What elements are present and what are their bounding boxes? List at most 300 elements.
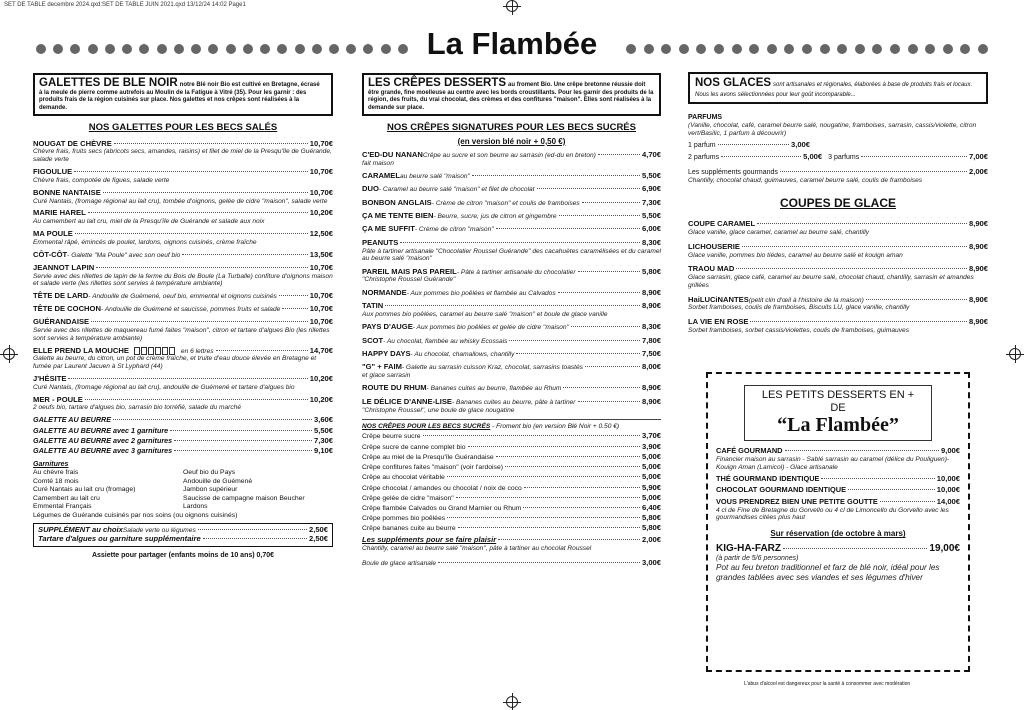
leader-dots <box>68 378 307 379</box>
leader-dots <box>750 321 967 322</box>
kig-desc: Pot au feu breton traditionnel et farz de blé noir, idéal pour les grandes tablées avec ses viandes et ses légumes d'hiver <box>716 563 940 583</box>
item-price: 8,90€ <box>968 219 988 229</box>
item-price: 9,00€ <box>940 446 960 456</box>
leader-dots <box>578 401 640 402</box>
leader-dots <box>458 527 640 528</box>
menu-item <box>716 475 960 484</box>
item-name: PAYS D'AUGE <box>362 322 413 332</box>
menu-item-row <box>362 239 661 248</box>
item-price: 10,20€ <box>309 208 333 218</box>
menu-item-row <box>362 494 661 503</box>
p3-price: 7,00€ <box>968 151 988 161</box>
item-name: CÔT-CÔT <box>33 249 68 259</box>
menu-item <box>688 296 988 313</box>
menu-item <box>362 514 661 523</box>
letter-box <box>141 347 147 355</box>
garniture-item: Saucisse de campagne maison Beucher <box>183 494 305 502</box>
kig-note: (à partir de 5/6 personnes) <box>716 554 799 562</box>
letter-box <box>148 347 154 355</box>
item-price: 5,50€ <box>641 211 661 221</box>
menu-item-row <box>362 268 661 277</box>
menu-item <box>362 225 661 234</box>
menu-item-row <box>362 323 661 332</box>
item-name: MER - POULE <box>33 394 83 404</box>
garniture-item: Emmental Français <box>33 503 92 511</box>
item-price: 8,90€ <box>968 294 988 304</box>
item-desc: fait maison <box>362 159 394 167</box>
leader-dots <box>524 487 640 488</box>
sucres-title: NOS CRÊPES POUR LES BECS SUCRÉS <box>362 422 491 430</box>
menu-item-row <box>33 189 333 198</box>
glaces-supp-label: Les suppléments gourmands <box>688 168 778 176</box>
menu-item-row <box>362 151 661 160</box>
leader-dots <box>282 308 307 309</box>
menu-item <box>716 447 960 471</box>
p2-price: 5,00€ <box>803 151 823 161</box>
item-desc: 2 oeufs bio, tartare d'algues bio, sarrasin bio torréfié, salade du marché <box>33 404 241 412</box>
item-desc: Sorbet framboises, sorbet cassis/violettes, coulis de framboises, guimauves <box>688 326 909 334</box>
item-name: HAPPY DAYS <box>362 348 411 358</box>
item-price: 10,70€ <box>309 138 333 148</box>
garnitures-title: Garnitures <box>33 461 69 469</box>
crepes-box-title: LES CRÊPES DESSERTS <box>368 77 507 89</box>
menu-item <box>688 243 988 259</box>
item-name: TATIN <box>362 301 384 311</box>
item-name: ÇA ME SUFFIT <box>362 224 415 234</box>
item-inline: - Crème de citron "maison" et coulis de framboises <box>431 199 580 207</box>
garnitures-last: Légumes de Guérande cuisinés par nos soins (ou oignons cuisinés) <box>33 511 238 519</box>
parfums-title: PARFUMS <box>688 114 723 122</box>
leader-dots <box>785 450 939 451</box>
item-name: Crêpe sucre de canne complet bio <box>362 443 466 451</box>
sucres-header <box>362 419 661 431</box>
item-name: TRAOU MAD <box>688 264 735 274</box>
item-name: JEANNOT LAPIN <box>33 262 95 272</box>
menu-item <box>362 212 661 221</box>
menu-item <box>362 398 661 415</box>
menu-item <box>362 524 661 533</box>
item-name: TÊTE DE COCHON <box>33 304 101 314</box>
leader-dots <box>821 478 934 479</box>
menu-item <box>362 337 661 346</box>
item-name: PEANUTS <box>362 237 399 247</box>
item-name: PAREIL MAIS PAS PAREIL <box>362 266 457 276</box>
leader-dots <box>114 143 308 144</box>
leader-dots <box>736 268 967 269</box>
coupes-title: COUPES DE GLACE <box>779 195 896 210</box>
page-title: La Flambée <box>426 26 598 61</box>
item-price: 9,10€ <box>313 446 333 456</box>
menu-item <box>33 264 333 288</box>
menu-item <box>362 302 661 318</box>
item-inline: - Aux pommes bio poêlées et gelée de cidre "maison" <box>412 324 569 332</box>
item-name: Crêpe au chocolat véritable <box>362 474 445 482</box>
item-name: LA VIE EN ROSE <box>688 317 749 327</box>
glaces-box-title: NOS GLACES <box>695 77 772 89</box>
menu-item <box>362 504 661 513</box>
leader-dots <box>174 450 312 451</box>
item-name: TÊTE DE LARD <box>33 291 89 301</box>
registration-mark-icon <box>506 696 518 708</box>
supp1-price: 2,50€ <box>308 525 328 535</box>
item-inline: Crêpe au sucre et son beurre au sarrasin (ed-du en breton) <box>422 151 596 159</box>
menu-item <box>362 494 661 503</box>
p2-label: 2 parfums <box>688 153 720 161</box>
petits-title3: “La Flambée” <box>777 414 899 437</box>
menu-item-row <box>33 264 333 273</box>
item-inline: - Bananes cuites au beurre, pâte à tartiner <box>451 398 576 406</box>
menu-item <box>362 239 661 263</box>
item-inline: - Au chocolat, chamallows, chantilly <box>410 350 515 358</box>
menu-item <box>362 185 661 194</box>
item-desc: Emmental râpé, émincés de poulet, lardons, oignons cuisinés, crème fraîche <box>33 238 257 246</box>
item-name: Crêpe flambée Calvados ou Grand Marnier ou Rhum <box>362 504 522 512</box>
item-name: ELLE PREND LA MOUCHE <box>33 345 129 355</box>
p3-label: 3 parfums <box>828 153 860 161</box>
item-price: 5,80€ <box>641 523 661 533</box>
menu-item-row <box>362 172 661 181</box>
item-price: 7,80€ <box>641 335 661 345</box>
item-inline: - Galette au sarrasin cuisson Kraz, chocolat, sarrasins toastés <box>401 364 583 372</box>
crepes-box-desc: être grande, fine moelleuse au centre avec les bords croustillants. Pour les garnir des produits de la région, des fruits, du vrai chocolat, des crèmes et des confitures "maison". Elles sont réalisées à la demande sur place. <box>368 90 654 111</box>
item-name: CARAMEL <box>362 171 400 181</box>
menu-item-row <box>33 437 333 446</box>
item-name: Crêpe pommes bio poêlées <box>362 515 446 523</box>
menu-item-row <box>362 473 661 482</box>
petits-desserts <box>716 385 960 584</box>
item-name: Crêpe chocolat / amandes ou chocolat / noix de coco <box>362 484 522 492</box>
menu-item <box>33 427 333 436</box>
item-price: 8,90€ <box>968 317 988 327</box>
garniture-item: Oeuf bio du Pays <box>183 469 236 477</box>
item-name: COUPE CARAMEL <box>688 219 756 229</box>
item-price: 10,00€ <box>936 485 960 495</box>
garnitures-list <box>33 469 333 511</box>
leader-dots <box>880 501 935 502</box>
leader-dots <box>578 271 640 272</box>
leader-dots <box>585 366 640 367</box>
letter-box <box>134 347 140 355</box>
item-inline: - Pâte à tartiner artisanale du chocolatier <box>456 268 576 276</box>
menu-item-row <box>716 498 960 507</box>
galettes-section-title: NOS GALETTES POUR LES BECS SALÉS <box>88 121 278 133</box>
registration-mark-icon <box>1009 348 1021 360</box>
item-desc: Servie avec des rillettes de lapin de la ferme du Bois de Boule (La Turballe) confiture d'oignons maison et salade verte (les rillettes sont servies à température ambiante) <box>33 272 333 288</box>
letter-box <box>162 347 168 355</box>
glaces-box-intro: sont artisanales et régionales, élaborées à base de produits frais et locaux. Nous les avons sélectionnées pour leur goût incomparable... <box>695 82 973 99</box>
menu-item <box>362 350 661 359</box>
item-desc: Financier maison au sarrasin - Sablé sarrasin au caramel (délice du Pouliguen)- Kouign Aman (Lamicol) - Glace artisanale <box>716 456 950 471</box>
menu-item-row <box>688 220 988 229</box>
menu-item <box>362 443 661 452</box>
item-inline: - Caramel au beurre salé "maison" et filet de chocolat <box>378 186 535 194</box>
leader-dots <box>496 228 640 229</box>
item-price: 3,90€ <box>641 441 661 451</box>
menu-item-row <box>362 212 661 221</box>
crepes-supp-price: 2,00€ <box>641 535 661 545</box>
item-inline: - Galette "Ma Poule" avec son oeuf bio <box>67 251 181 259</box>
leader-dots <box>559 215 640 216</box>
sucres-list <box>362 432 661 533</box>
item-inline: - Andouille de Guémené, oeuf bio, emmental et oignons cuisinés <box>88 293 277 301</box>
item-inline: - Beurre, sucre, jus de citron et gingembre <box>433 213 557 221</box>
parfums-desc: (Vanille, chocolat, café, caramel beurre salé, nougatine, framboises, sarrasin, cassis/violette, citron vert/Basilic, 1 parfum à découvrir) <box>688 122 977 137</box>
menu-item <box>33 396 333 412</box>
item-price: 8,90€ <box>968 264 988 274</box>
menu-item-row <box>362 302 661 311</box>
menu-item <box>33 375 333 391</box>
item-name: LE DÉLICE D'ANNE-LISE <box>362 396 452 406</box>
leader-dots <box>523 507 640 508</box>
menu-item-row <box>33 292 333 301</box>
item-name: GALETTE AU BEURRE <box>33 415 111 425</box>
menu-item-row <box>362 350 661 359</box>
item-inline: au beurre salé "maison" <box>399 173 470 181</box>
menu-item-row <box>362 185 661 194</box>
petits-title-box <box>744 385 932 441</box>
menu-item-row <box>362 484 661 493</box>
item-price: 10,70€ <box>309 304 333 314</box>
menu-item <box>33 416 333 425</box>
menu-item <box>362 268 661 285</box>
leader-dots <box>537 188 640 189</box>
leader-dots <box>742 246 967 247</box>
item-desc: Glace vanille, pommes bio tiédes, caramel au beurre salé et kouign aman <box>688 251 903 259</box>
crepes-section-sub: (en version blé noir + 0,50 €) <box>457 136 566 146</box>
item-inline: - Bananes cuites au beurre, flambée au Rhum <box>426 385 562 393</box>
leader-dots <box>91 321 308 322</box>
menu-item <box>362 199 661 208</box>
item-desc: Galette au beurre, du citron, un pot de crème fraîche, et truite d'eau douce élevée en Bretagne et fumée par Laurent Jacuen à St Lyphard (44) <box>33 355 317 371</box>
item-price: 10,20€ <box>309 374 333 384</box>
leader-dots <box>563 387 640 388</box>
leader-dots <box>74 171 308 172</box>
crepes-box-intro: au froment Bio. Une crêpe bretonne réussie doit <box>508 82 646 88</box>
supplement-box <box>33 523 333 546</box>
menu-item <box>362 363 661 380</box>
file-info: SET DE TABLE decembre 2024.qxd:SET DE TABLE JUIN 2021.qxd 13/12/24 14:02 Page1 <box>4 2 246 8</box>
assiette-note: Assiette pour partager (enfants moins de 10 ans) 0,70€ <box>91 551 275 559</box>
crepes-column <box>362 73 661 567</box>
item-desc: Curé Nantais, (fromage régional au lait cru), andouille de Guémené et tartare d'algues bio <box>33 383 295 391</box>
item-price: 8,90€ <box>641 301 661 311</box>
menu-item <box>362 151 661 168</box>
p1-price: 3,00€ <box>790 139 810 149</box>
menu-item <box>716 498 960 522</box>
item-price: 10,70€ <box>309 187 333 197</box>
item-price: 5,50€ <box>641 171 661 181</box>
leader-dots <box>516 353 640 354</box>
leader-dots <box>598 154 640 155</box>
item-desc: Sorbet framboises, coulis de framboises, Biscuits LU, glace vanille, chantilly <box>688 304 910 312</box>
footer-note: L'abus d'alcool est dangereux pour la santé à consommer avec modération <box>744 681 911 687</box>
item-name: GALETTE AU BEURRE avec 2 garnitures <box>33 436 173 446</box>
menu-item <box>688 220 988 236</box>
leader-dots <box>582 202 640 203</box>
galettes-box-intro: notre Blé noir Bio est cultivé en Bretagne, écrasé <box>179 82 320 88</box>
menu-item <box>716 486 960 495</box>
boule-price: 3,00€ <box>641 557 661 567</box>
beurre-list <box>33 416 333 456</box>
menu-item-row <box>362 463 661 472</box>
item-price: 5,00€ <box>641 462 661 472</box>
garniture-item: Comté 18 mois <box>33 477 79 485</box>
item-price: 7,30€ <box>641 197 661 207</box>
item-name: CHOCOLAT GOURMAND IDENTIQUE <box>716 485 847 495</box>
item-price: 14,00€ <box>936 496 960 506</box>
menu-item <box>33 140 333 164</box>
menu-item <box>33 230 333 246</box>
menu-item <box>33 292 333 301</box>
item-desc: "Christophe Roussel Guérande" <box>362 276 456 284</box>
item-price: 8,30€ <box>641 322 661 332</box>
leader-dots <box>400 242 640 243</box>
menu-item-row <box>362 225 661 234</box>
item-price: 7,50€ <box>641 348 661 358</box>
petits-list <box>716 447 960 522</box>
leader-dots <box>505 466 640 467</box>
menu-item-row <box>716 447 960 456</box>
menu-item-row <box>362 453 661 462</box>
menu-item-row <box>362 432 661 441</box>
item-desc: Glace vanille, glace caramel, caramel au beurre salé, chantilly <box>688 229 870 237</box>
menu-item <box>33 168 333 184</box>
item-desc: et glace sarrasin <box>362 372 411 380</box>
leader-dots <box>472 175 640 176</box>
item-price: 8,90€ <box>641 396 661 406</box>
menu-item <box>362 432 661 441</box>
leader-dots <box>496 456 640 457</box>
menu-item-row <box>33 140 333 149</box>
leader-dots <box>385 305 640 306</box>
galettes-box-desc: à la meule de pierre comme autrefois au Moulin de la Fatigue à Vitré (35). Pour les garnir : des produits frais de la région cuisinés sur place. Nos galettes et nos crêpes sont réalisées à la demande. <box>39 90 307 111</box>
leader-dots <box>447 517 640 518</box>
item-desc: Pâte à tartiner artisanale "Chocolatier Roussel Guérande" des cacahuètes caramélisées et du caramel au beurre salé "maison" <box>362 247 661 263</box>
menu-item-row <box>33 396 333 405</box>
item-price: 8,90€ <box>968 241 988 251</box>
leader-dots <box>468 446 640 447</box>
leader-dots <box>423 435 640 436</box>
item-name: C'ED-DU NANAN <box>362 149 423 159</box>
menu-item-row <box>33 318 333 327</box>
menu-item-row <box>362 524 661 533</box>
item-name: NORMANDE <box>362 287 407 297</box>
menu-item-row <box>688 296 988 305</box>
leader-dots <box>447 476 640 477</box>
menu-item-row <box>362 504 661 513</box>
sucres-sub: - Froment bio (en version Blé Noir + 0.50 €) <box>490 422 620 430</box>
menu-item <box>33 189 333 205</box>
galettes-list <box>33 140 333 413</box>
item-price: 6,00€ <box>641 224 661 234</box>
item-name: GALETTE AU BEURRE avec 3 garnitures <box>33 446 173 456</box>
item-name: FIGOULUE <box>33 167 73 177</box>
crepes-supp-desc: Chantilly, caramel au beurre salé "maison", pâte à tartiner au chocolat Roussel <box>362 544 592 552</box>
item-name: Crêpe beurre sucre <box>362 433 421 441</box>
supp1-text: Salade verte ou légumes <box>122 527 196 535</box>
item-name: J'HÉSITE <box>33 374 67 384</box>
menu-item-row <box>716 486 960 495</box>
galettes-column <box>33 73 333 560</box>
menu-item <box>362 384 661 393</box>
item-price: 6,90€ <box>641 184 661 194</box>
item-price: 7,30€ <box>313 436 333 446</box>
garniture-item: Curé Nantais au lait cru (fromage) <box>33 486 136 494</box>
supp2-label: Tartare d'algues ou garniture supplémentaire <box>38 534 201 544</box>
item-desc: Curé Nantais, (fromage régional au lait cru), tombée d'oignons, gelée de cidre "maison", salade verte <box>33 197 328 205</box>
item-price: 10,70€ <box>309 291 333 301</box>
galettes-intro-box <box>33 73 333 116</box>
menu-item-row <box>33 375 333 384</box>
letter-boxes <box>133 347 175 355</box>
item-price: 5,80€ <box>641 513 661 523</box>
item-price: 8,00€ <box>641 362 661 372</box>
menu-item-row <box>33 209 333 218</box>
item-name: Crêpe gelée de cidre "maison" <box>362 494 454 502</box>
item-price: 5,00€ <box>641 492 661 502</box>
menu-item-row <box>688 318 988 327</box>
item-inline: en 6 lettres <box>180 347 214 355</box>
menu-item <box>33 251 333 260</box>
item-price: 10,00€ <box>936 473 960 483</box>
item-inline: - Andouille de Guémené et saucisse, pommes fruits et salade <box>100 306 281 314</box>
registration-mark-icon <box>3 348 15 360</box>
letter-box <box>169 347 175 355</box>
coupes-list <box>688 220 988 334</box>
leader-dots <box>103 192 308 193</box>
item-name: DUO <box>362 184 379 194</box>
item-price: 5,00€ <box>641 451 661 461</box>
item-desc: "Christophe Roussel", une boule de glace nougatine <box>362 406 515 414</box>
item-price: 4,70€ <box>641 149 661 159</box>
menu-item-row <box>33 347 333 356</box>
leader-dots <box>279 295 308 296</box>
menu-item <box>33 305 333 314</box>
glaces-intro-box <box>688 72 988 104</box>
supp2-price: 2,50€ <box>308 534 328 544</box>
item-price: 8,90€ <box>641 383 661 393</box>
crepes-intro-box <box>362 73 661 116</box>
menu-item <box>33 347 333 371</box>
item-price: 3,70€ <box>641 431 661 441</box>
item-desc: Chèvre frais, fruits secs (abricots secs, amandes, raisins) et filet de miel de la Presqu'île de Guérande, salade verte <box>33 148 332 164</box>
garniture-item: Jambon supérieur <box>183 486 238 494</box>
item-name: GUÉRANDAISE <box>33 317 90 327</box>
item-name: BONBON ANGLAIS <box>362 197 432 207</box>
crepes-supp-label: Les suppléments pour se faire plaisir <box>362 535 497 545</box>
glaces-supp-price: 2,00€ <box>968 166 988 176</box>
menu-item-row <box>362 514 661 523</box>
garniture-item: Lardons <box>183 503 208 511</box>
menu-item-row <box>362 289 661 298</box>
item-name: LICHOUSERIE <box>688 241 740 251</box>
item-price: 12,50€ <box>309 229 333 239</box>
item-name: VOUS PRENDREZ BIEN UNE PETITE GOUTTE <box>716 496 878 506</box>
menu-item-row <box>688 265 988 274</box>
leader-dots <box>85 399 308 400</box>
leader-dots <box>757 223 967 224</box>
item-desc: Servie avec des rillettes de maquereau fumé faites "maison", citron et tartare d'algues Bio (les rillettes sont servies à température ambiante) <box>33 326 330 342</box>
menu-item <box>33 447 333 456</box>
leader-dots <box>182 254 307 255</box>
item-desc: 4 cl de Fine de Bretagne du Gorvello ou 4 cl de Limoncello du Gorvello avec les gourmandises citées plus haut <box>716 506 949 522</box>
item-price: 8,30€ <box>641 237 661 247</box>
registration-mark-icon <box>506 0 518 12</box>
crepes-section-title: NOS CRÊPES SIGNATURES POUR LES BECS SUCRÉS <box>387 121 636 133</box>
menu-item <box>688 318 988 334</box>
p1-label: 1 parfum <box>688 141 716 149</box>
menu-item-row <box>688 243 988 252</box>
